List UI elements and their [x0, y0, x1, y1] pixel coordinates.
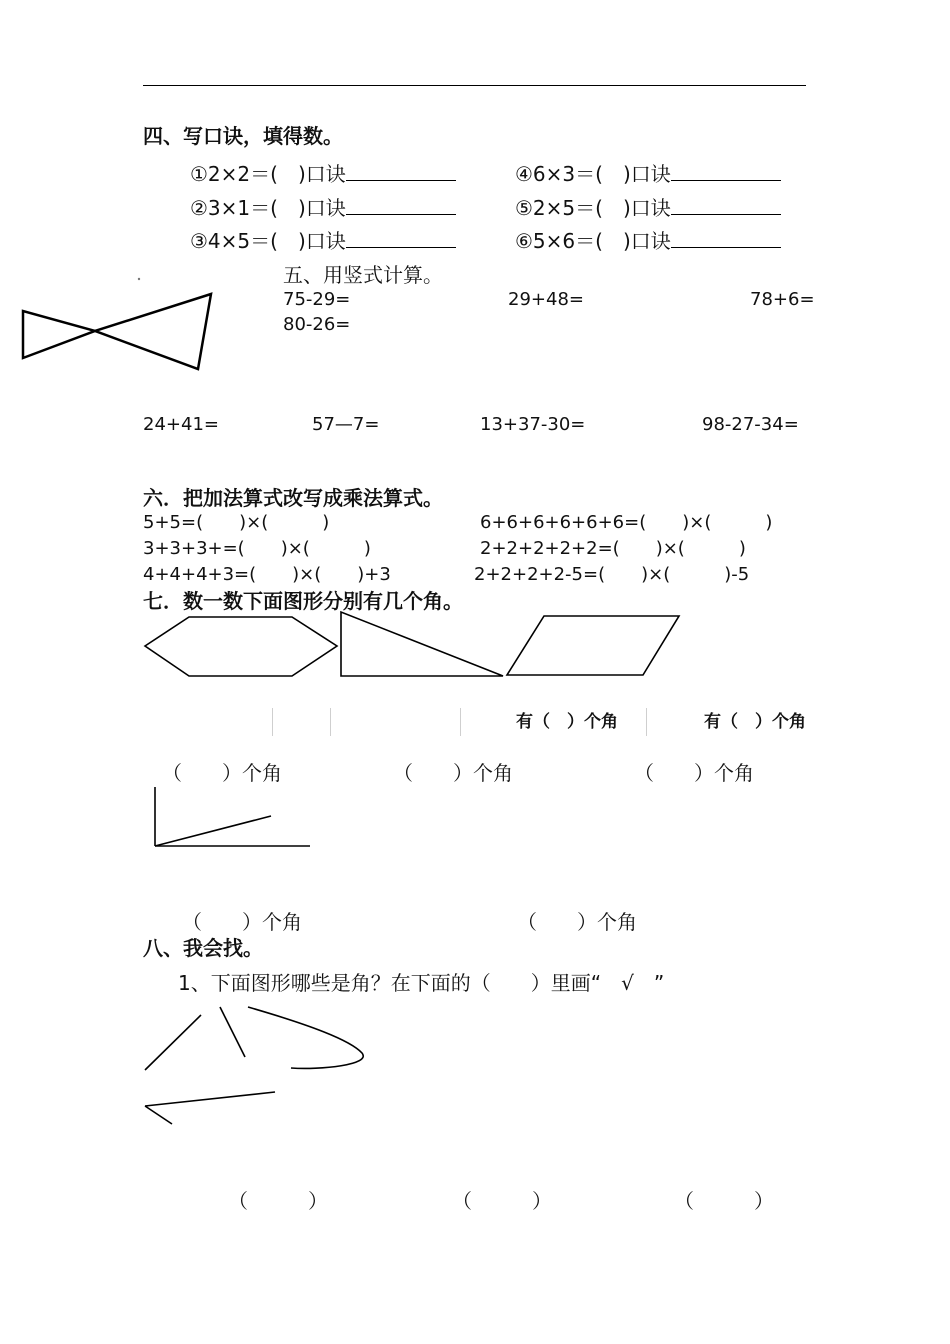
add-to-mult-6: 2+2+2+2-5=( )×( )-5: [474, 564, 750, 585]
mult-item-4: ④6×3＝( )口诀: [515, 162, 781, 186]
hexagon-figure: [145, 617, 337, 676]
add-to-mult-2: 6+6+6+6+6+6=( )×( ): [480, 512, 773, 533]
add-to-mult-4: 2+2+2+2+2=( )×( ): [480, 538, 746, 559]
angle-count-1: （ ）个角: [162, 761, 282, 785]
mult-item-2: ②3×1＝( )口诀: [190, 196, 456, 220]
section4-title: 四、写口诀，填得数。: [143, 124, 343, 148]
add-to-mult-1: 5+5=( )×( ): [143, 512, 330, 533]
section7-title: 七．数一数下面图形分别有几个角。: [143, 589, 463, 613]
calc-5: 24+41=: [143, 414, 219, 435]
check-answer-2: （ ）: [452, 1189, 552, 1213]
calc-6: 57—7=: [312, 414, 380, 435]
calc-7: 13+37-30=: [480, 414, 586, 435]
angle-count-small-1: 有（ ）个角: [516, 712, 618, 732]
angle-count-4: （ ）个角: [182, 910, 302, 934]
calc-8: 98-27-34=: [702, 414, 799, 435]
stray-dot: [138, 278, 140, 280]
section6-title: 六．把加法算式改写成乘法算式。: [143, 486, 443, 510]
mult-item-6: ⑥5×6＝( )口诀: [515, 229, 781, 253]
parallelogram-figure: [507, 616, 679, 675]
section8-question: 1、下面图形哪些是角？在下面的（ ）里画“ √ ”: [178, 971, 665, 995]
angle-count-5: （ ）个角: [517, 910, 637, 934]
mult-item-5: ⑤2×5＝( )口诀: [515, 196, 781, 220]
calc-4: 80-26=: [283, 314, 351, 335]
check-answer-1: （ ）: [228, 1189, 328, 1213]
check-answer-3: （ ）: [674, 1189, 774, 1213]
mult-item-3: ③4×5＝( )口诀: [190, 229, 456, 253]
mult-item-1: ①2×2＝( )口诀: [190, 162, 456, 186]
bowtie-figure: [23, 294, 211, 369]
candidate-shapes: [145, 1007, 363, 1124]
angle-count-3: （ ）个角: [634, 761, 754, 785]
add-to-mult-3: 3+3+3+=( )×( ): [143, 538, 371, 559]
calc-3: 78+6=: [750, 289, 815, 310]
triangle-figure: [341, 612, 503, 676]
angle-count-small-2: 有（ ）个角: [704, 712, 806, 732]
section5-title: 五、用竖式计算。: [283, 263, 443, 287]
add-to-mult-5: 4+4+4+3=( )×( )+3: [143, 564, 391, 585]
angle-count-2: （ ）个角: [393, 761, 513, 785]
calc-2: 29+48=: [508, 289, 584, 310]
angle-figure: [155, 787, 310, 846]
calc-1: 75-29=: [283, 289, 351, 310]
section8-title: 八、我会找。: [143, 936, 263, 960]
